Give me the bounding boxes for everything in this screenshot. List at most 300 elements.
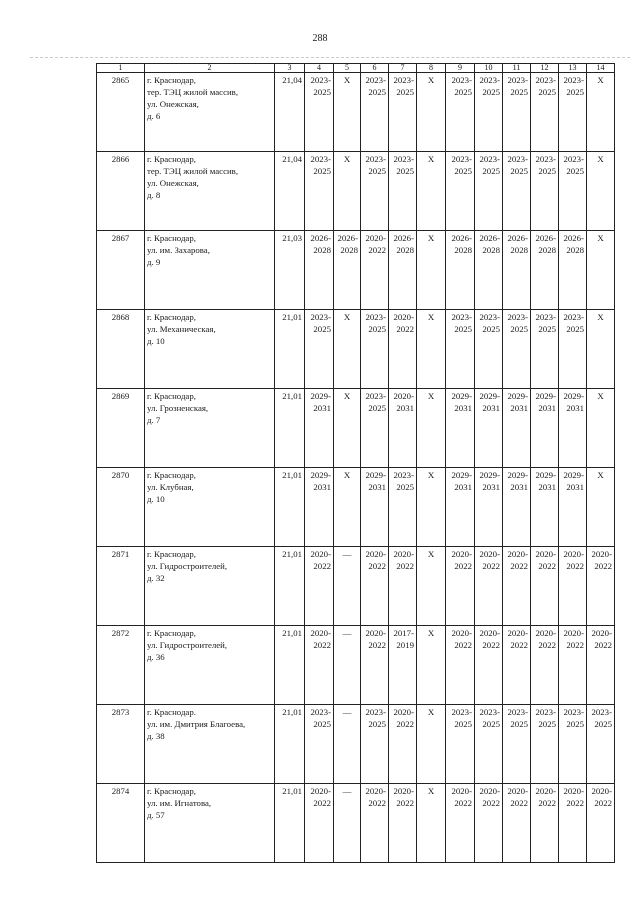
period-cell bbox=[559, 705, 587, 784]
period-line: 2020- bbox=[393, 786, 414, 796]
mark-text: — bbox=[342, 707, 352, 717]
period-cell bbox=[361, 547, 389, 626]
period-line: 2023- bbox=[535, 312, 556, 322]
column-header-1: 1 bbox=[97, 64, 145, 73]
period-line: 2029- bbox=[479, 470, 500, 480]
period-cell bbox=[305, 626, 334, 705]
mark-cell bbox=[334, 705, 361, 784]
column-header-6: 6 bbox=[361, 64, 389, 73]
address-line: ул. Клубная, bbox=[147, 482, 194, 492]
period-cell bbox=[475, 389, 503, 468]
period-line: 2022 bbox=[454, 561, 472, 571]
period-line: 2029- bbox=[535, 391, 556, 401]
period-line: 2025 bbox=[396, 87, 414, 97]
period-line: 2025 bbox=[510, 87, 528, 97]
mark-cell bbox=[334, 73, 361, 152]
address-line: г. Краснодар. bbox=[147, 707, 196, 717]
area-value: 21,01 bbox=[275, 389, 305, 468]
period-line: 2029- bbox=[507, 470, 528, 480]
address-cell bbox=[145, 73, 275, 152]
period-cell bbox=[475, 152, 503, 231]
column-header-14: 14 bbox=[587, 64, 615, 73]
period-cell bbox=[531, 784, 559, 863]
period-cell bbox=[503, 784, 531, 863]
period-line: 2020- bbox=[365, 233, 386, 243]
mark-cell bbox=[417, 310, 446, 389]
period-cell bbox=[361, 152, 389, 231]
period-cell bbox=[559, 152, 587, 231]
period-line: 2023- bbox=[535, 154, 556, 164]
period-line: 2025 bbox=[396, 166, 414, 176]
period-line: 2028 bbox=[454, 245, 472, 255]
address-line: ул. Механическая, bbox=[147, 324, 216, 334]
address-line: ул. Онежская, bbox=[147, 99, 199, 109]
period-line: 2025 bbox=[454, 87, 472, 97]
period-line: 2028 bbox=[566, 245, 584, 255]
column-header-10: 10 bbox=[475, 64, 503, 73]
mark-text: X bbox=[597, 154, 604, 164]
period-line: 2023- bbox=[507, 312, 528, 322]
column-header-12: 12 bbox=[531, 64, 559, 73]
address-line: д. 8 bbox=[147, 190, 161, 200]
row-number: 2868 bbox=[97, 310, 145, 389]
address-line: ул. Онежская, bbox=[147, 178, 199, 188]
period-line: 2020- bbox=[393, 707, 414, 717]
period-cell bbox=[475, 705, 503, 784]
mark-text: — bbox=[342, 549, 352, 559]
period-line: 2022 bbox=[510, 561, 528, 571]
period-line: 2023- bbox=[451, 312, 472, 322]
address-line: г. Краснодар, bbox=[147, 628, 196, 638]
period-cell bbox=[503, 389, 531, 468]
mark-text: X bbox=[597, 233, 604, 243]
period-cell bbox=[559, 626, 587, 705]
address-line: г. Краснодар, bbox=[147, 312, 196, 322]
area-value: 21,03 bbox=[275, 231, 305, 310]
period-line: 2025 bbox=[454, 324, 472, 334]
period-line: 2023- bbox=[365, 707, 386, 717]
period-line: 2028 bbox=[482, 245, 500, 255]
period-cell bbox=[475, 231, 503, 310]
period-line: 2023- bbox=[479, 154, 500, 164]
period-line: 2022 bbox=[313, 798, 331, 808]
period-line: 2031 bbox=[538, 403, 556, 413]
period-line: 2025 bbox=[538, 324, 556, 334]
period-line: 2020- bbox=[479, 786, 500, 796]
period-line: 2025 bbox=[368, 403, 386, 413]
row-number: 2865 bbox=[97, 73, 145, 152]
row-number: 2873 bbox=[97, 705, 145, 784]
mark-text: X bbox=[427, 233, 435, 243]
mark-cell bbox=[587, 310, 615, 389]
mark-text: X bbox=[427, 549, 435, 559]
period-line: 2023- bbox=[591, 707, 612, 717]
period-line: 2023- bbox=[507, 75, 528, 85]
area-value: 21,01 bbox=[275, 468, 305, 547]
address-cell bbox=[145, 389, 275, 468]
period-line: 2023- bbox=[507, 154, 528, 164]
period-cell bbox=[587, 705, 615, 784]
address-line: г. Краснодар, bbox=[147, 786, 196, 796]
period-line: 2025 bbox=[594, 719, 612, 729]
period-line: 2029- bbox=[365, 470, 386, 480]
period-line: 2028 bbox=[340, 245, 358, 255]
address-line: г. Краснодар, bbox=[147, 391, 196, 401]
period-line: 2020- bbox=[310, 628, 331, 638]
period-line: 2029- bbox=[563, 391, 584, 401]
address-cell bbox=[145, 310, 275, 389]
period-line: 2020- bbox=[535, 549, 556, 559]
period-line: 2026- bbox=[393, 233, 414, 243]
mark-cell bbox=[417, 784, 446, 863]
address-line: г. Краснодар, bbox=[147, 154, 196, 164]
address-line: д. 57 bbox=[147, 810, 165, 820]
period-line: 2025 bbox=[482, 324, 500, 334]
period-cell bbox=[446, 389, 475, 468]
period-cell bbox=[389, 152, 417, 231]
mark-cell bbox=[334, 547, 361, 626]
column-header-5: 5 bbox=[334, 64, 361, 73]
table-row bbox=[97, 310, 615, 389]
period-line: 2017- bbox=[393, 628, 414, 638]
period-line: 2023- bbox=[563, 707, 584, 717]
mark-text: X bbox=[343, 470, 351, 480]
period-line: 2022 bbox=[566, 561, 584, 571]
period-line: 2031 bbox=[454, 403, 472, 413]
period-line: 2025 bbox=[510, 719, 528, 729]
period-line: 2025 bbox=[510, 166, 528, 176]
address-cell bbox=[145, 547, 275, 626]
period-line: 2026- bbox=[535, 233, 556, 243]
period-line: 2022 bbox=[566, 798, 584, 808]
period-line: 2020- bbox=[591, 628, 612, 638]
period-cell bbox=[475, 73, 503, 152]
period-line: 2031 bbox=[368, 482, 386, 492]
address-line: ул. Грозненская, bbox=[147, 403, 209, 413]
column-header-3: 3 bbox=[275, 64, 305, 73]
period-cell bbox=[446, 705, 475, 784]
period-cell bbox=[531, 152, 559, 231]
table-row bbox=[97, 468, 615, 547]
area-value: 21,01 bbox=[275, 705, 305, 784]
period-line: 2020- bbox=[479, 628, 500, 638]
area-value: 21,01 bbox=[275, 784, 305, 863]
period-line: 2031 bbox=[510, 482, 528, 492]
period-cell bbox=[305, 73, 334, 152]
mark-text: X bbox=[343, 75, 351, 85]
period-cell bbox=[389, 389, 417, 468]
period-cell bbox=[361, 705, 389, 784]
address-line: д. 6 bbox=[147, 111, 161, 121]
column-header-7: 7 bbox=[389, 64, 417, 73]
mark-cell bbox=[587, 73, 615, 152]
period-cell bbox=[334, 231, 361, 310]
period-line: 2025 bbox=[566, 324, 584, 334]
period-cell bbox=[587, 547, 615, 626]
period-cell bbox=[475, 310, 503, 389]
period-line: 2025 bbox=[454, 719, 472, 729]
row-number: 2871 bbox=[97, 547, 145, 626]
mark-text: X bbox=[427, 707, 435, 717]
period-line: 2022 bbox=[454, 640, 472, 650]
period-line: 2022 bbox=[594, 798, 612, 808]
period-line: 2031 bbox=[396, 403, 414, 413]
period-line: 2022 bbox=[566, 640, 584, 650]
period-cell bbox=[503, 626, 531, 705]
period-line: 2023- bbox=[451, 154, 472, 164]
period-line: 2023- bbox=[365, 154, 386, 164]
period-line: 2020- bbox=[507, 549, 528, 559]
period-line: 2029- bbox=[507, 391, 528, 401]
period-line: 2023- bbox=[479, 75, 500, 85]
period-line: 2023- bbox=[479, 707, 500, 717]
mark-cell bbox=[334, 389, 361, 468]
period-line: 2020- bbox=[507, 628, 528, 638]
address-line: г. Краснодар, bbox=[147, 75, 196, 85]
address-line: ул. им. Игнатова, bbox=[147, 798, 212, 808]
row-number: 2866 bbox=[97, 152, 145, 231]
period-line: 2025 bbox=[538, 87, 556, 97]
row-number: 2869 bbox=[97, 389, 145, 468]
mark-cell bbox=[587, 468, 615, 547]
period-cell bbox=[389, 547, 417, 626]
period-cell bbox=[531, 310, 559, 389]
table-row bbox=[97, 547, 615, 626]
area-value: 21,04 bbox=[275, 73, 305, 152]
column-header-4: 4 bbox=[305, 64, 334, 73]
period-line: 2020- bbox=[563, 628, 584, 638]
period-line: 2025 bbox=[482, 719, 500, 729]
period-line: 2022 bbox=[510, 640, 528, 650]
period-line: 2020- bbox=[591, 549, 612, 559]
period-line: 2022 bbox=[368, 245, 386, 255]
period-cell bbox=[559, 468, 587, 547]
period-line: 2022 bbox=[396, 798, 414, 808]
period-cell bbox=[531, 626, 559, 705]
address-line: ул. им. Дмитрия Благоева, bbox=[147, 719, 246, 729]
table-row bbox=[97, 626, 615, 705]
mark-cell bbox=[417, 152, 446, 231]
column-header-2: 2 bbox=[145, 64, 275, 73]
period-cell bbox=[531, 73, 559, 152]
period-line: 2020- bbox=[451, 549, 472, 559]
address-line: г. Краснодар, bbox=[147, 233, 196, 243]
period-line: 2023- bbox=[310, 75, 331, 85]
period-line: 2025 bbox=[368, 87, 386, 97]
period-cell bbox=[446, 468, 475, 547]
period-cell bbox=[559, 389, 587, 468]
period-line: 2022 bbox=[368, 640, 386, 650]
period-line: 2020- bbox=[591, 786, 612, 796]
period-cell bbox=[305, 389, 334, 468]
period-line: 2025 bbox=[368, 719, 386, 729]
period-line: 2022 bbox=[510, 798, 528, 808]
period-cell bbox=[587, 626, 615, 705]
period-line: 2025 bbox=[510, 324, 528, 334]
period-cell bbox=[361, 231, 389, 310]
table-row bbox=[97, 231, 615, 310]
mark-cell bbox=[417, 389, 446, 468]
period-cell bbox=[559, 547, 587, 626]
address-line: г. Краснодар, bbox=[147, 470, 196, 480]
mark-cell bbox=[587, 231, 615, 310]
period-cell bbox=[475, 784, 503, 863]
address-line: ул. Гидростроителей, bbox=[147, 640, 228, 650]
period-line: 2023- bbox=[310, 707, 331, 717]
period-cell bbox=[446, 152, 475, 231]
period-line: 2025 bbox=[396, 482, 414, 492]
mark-text: X bbox=[597, 312, 604, 322]
period-cell bbox=[559, 73, 587, 152]
period-line: 2023- bbox=[535, 707, 556, 717]
period-cell bbox=[531, 705, 559, 784]
period-cell bbox=[503, 310, 531, 389]
period-line: 2031 bbox=[510, 403, 528, 413]
period-line: 2028 bbox=[396, 245, 414, 255]
period-cell bbox=[305, 231, 334, 310]
period-line: 2031 bbox=[313, 482, 331, 492]
mark-cell bbox=[417, 547, 446, 626]
period-line: 2020- bbox=[393, 391, 414, 401]
mark-cell bbox=[417, 705, 446, 784]
period-line: 2031 bbox=[454, 482, 472, 492]
period-line: 2029- bbox=[451, 470, 472, 480]
row-number: 2872 bbox=[97, 626, 145, 705]
address-cell bbox=[145, 784, 275, 863]
period-cell bbox=[446, 784, 475, 863]
period-line: 2029- bbox=[310, 391, 331, 401]
period-cell bbox=[361, 389, 389, 468]
period-line: 2022 bbox=[482, 798, 500, 808]
period-cell bbox=[305, 310, 334, 389]
period-cell bbox=[305, 547, 334, 626]
period-line: 2020- bbox=[535, 786, 556, 796]
mark-text: X bbox=[427, 312, 435, 322]
period-line: 2031 bbox=[482, 403, 500, 413]
address-line: г. Краснодар, bbox=[147, 549, 196, 559]
table-row bbox=[97, 152, 615, 231]
mark-text: X bbox=[343, 154, 351, 164]
mark-cell bbox=[334, 152, 361, 231]
period-line: 2022 bbox=[368, 798, 386, 808]
period-line: 2031 bbox=[313, 403, 331, 413]
period-line: 2022 bbox=[396, 324, 414, 334]
period-line: 2026- bbox=[479, 233, 500, 243]
period-line: 2023- bbox=[365, 391, 386, 401]
period-cell bbox=[475, 468, 503, 547]
period-cell bbox=[361, 468, 389, 547]
period-line: 2025 bbox=[566, 166, 584, 176]
period-line: 2023- bbox=[563, 75, 584, 85]
period-cell bbox=[446, 73, 475, 152]
column-header-13: 13 bbox=[559, 64, 587, 73]
table-row bbox=[97, 705, 615, 784]
period-line: 2025 bbox=[538, 166, 556, 176]
period-cell bbox=[503, 73, 531, 152]
mark-text: X bbox=[343, 391, 351, 401]
period-line: 2026- bbox=[563, 233, 584, 243]
period-line: 2025 bbox=[538, 719, 556, 729]
period-cell bbox=[503, 705, 531, 784]
period-cell bbox=[559, 231, 587, 310]
period-cell bbox=[389, 468, 417, 547]
period-line: 2022 bbox=[368, 561, 386, 571]
period-line: 2023- bbox=[563, 312, 584, 322]
period-line: 2023- bbox=[451, 707, 472, 717]
address-line: д. 32 bbox=[147, 573, 165, 583]
period-line: 2031 bbox=[482, 482, 500, 492]
period-line: 2029- bbox=[563, 470, 584, 480]
period-line: 2023- bbox=[310, 312, 331, 322]
period-cell bbox=[446, 547, 475, 626]
period-cell bbox=[531, 468, 559, 547]
column-header-8: 8 bbox=[417, 64, 446, 73]
page-number: 288 bbox=[312, 33, 328, 44]
period-line: 2025 bbox=[566, 719, 584, 729]
row-number: 2870 bbox=[97, 468, 145, 547]
period-line: 2020- bbox=[310, 786, 331, 796]
period-cell bbox=[587, 784, 615, 863]
period-line: 2026- bbox=[507, 233, 528, 243]
period-line: 2026- bbox=[337, 233, 358, 243]
register-table bbox=[96, 63, 615, 863]
period-line: 2023- bbox=[393, 75, 414, 85]
period-line: 2023- bbox=[479, 312, 500, 322]
period-line: 2022 bbox=[594, 561, 612, 571]
address-line: д. 36 bbox=[147, 652, 165, 662]
period-cell bbox=[446, 626, 475, 705]
period-line: 2023- bbox=[310, 154, 331, 164]
mark-cell bbox=[417, 468, 446, 547]
period-line: 2025 bbox=[482, 166, 500, 176]
mark-cell bbox=[334, 468, 361, 547]
period-line: 2023- bbox=[365, 75, 386, 85]
period-line: 2023- bbox=[365, 312, 386, 322]
period-cell bbox=[389, 73, 417, 152]
address-line: д. 9 bbox=[147, 257, 161, 267]
mark-text: X bbox=[597, 391, 604, 401]
period-cell bbox=[361, 626, 389, 705]
scan-divider bbox=[30, 57, 630, 58]
period-cell bbox=[389, 705, 417, 784]
mark-text: X bbox=[597, 75, 604, 85]
period-line: 2020- bbox=[451, 786, 472, 796]
period-line: 2022 bbox=[396, 561, 414, 571]
period-line: 2022 bbox=[313, 640, 331, 650]
header-row bbox=[97, 64, 615, 73]
address-line: д. 10 bbox=[147, 494, 165, 504]
address-line: тер. ТЭЦ жилой массив, bbox=[147, 166, 239, 176]
period-line: 2028 bbox=[510, 245, 528, 255]
period-cell bbox=[361, 73, 389, 152]
column-header-9: 9 bbox=[446, 64, 475, 73]
period-line: 2025 bbox=[454, 166, 472, 176]
address-cell bbox=[145, 152, 275, 231]
mark-cell bbox=[334, 626, 361, 705]
address-cell bbox=[145, 231, 275, 310]
area-value: 21,01 bbox=[275, 310, 305, 389]
period-cell bbox=[361, 310, 389, 389]
period-line: 2023- bbox=[393, 470, 414, 480]
address-cell bbox=[145, 626, 275, 705]
period-line: 2020- bbox=[365, 628, 386, 638]
period-line: 2022 bbox=[538, 561, 556, 571]
period-line: 2031 bbox=[566, 403, 584, 413]
period-line: 2023- bbox=[535, 75, 556, 85]
period-line: 2025 bbox=[566, 87, 584, 97]
period-line: 2023- bbox=[563, 154, 584, 164]
period-cell bbox=[305, 784, 334, 863]
